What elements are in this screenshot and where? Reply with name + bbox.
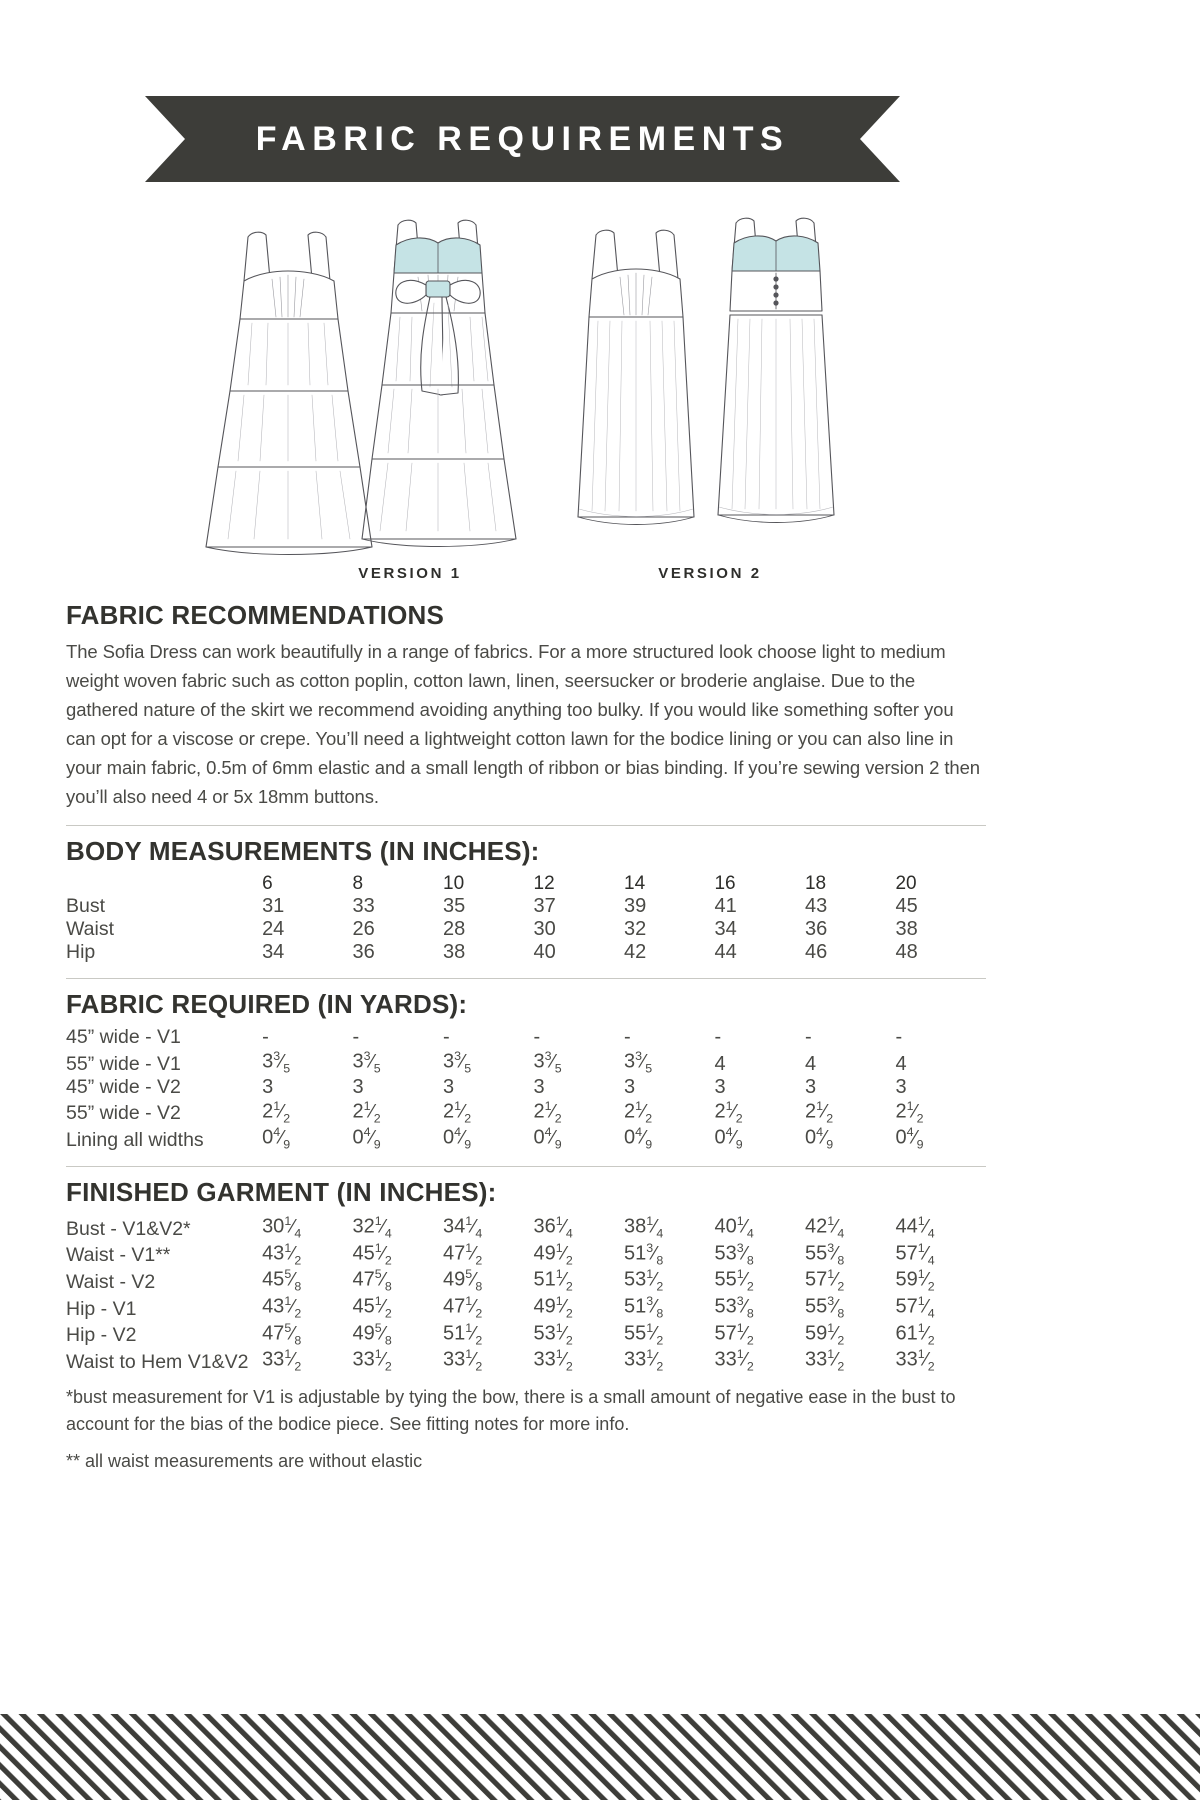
measurement-cell: $0^4⁄_9$ xyxy=(804,1125,834,1152)
measurement-cell: 3 xyxy=(714,1075,726,1098)
fabric-required-table xyxy=(66,1026,986,1152)
measurement-cell: $47^1⁄_2$ xyxy=(443,1293,483,1321)
measurement-cell: 3 xyxy=(624,1075,636,1098)
measurement-cell: 48 xyxy=(895,941,918,963)
table-row xyxy=(66,1347,986,1374)
measurement-cell: $59^1⁄_2$ xyxy=(804,1320,845,1348)
measurement-cell: $51^1⁄_2$ xyxy=(533,1267,573,1294)
measurement-cell: $30^1⁄_4$ xyxy=(262,1213,302,1241)
measurement-cell: $55^3⁄_8$ xyxy=(804,1240,845,1268)
measurement-cell: $3^3⁄_5$ xyxy=(262,1049,291,1076)
size-header-cell: 12 xyxy=(533,873,555,894)
divider-body-measurements xyxy=(66,825,986,826)
measurement-cell: 36 xyxy=(352,941,375,963)
footnote-waist: ** all waist measurements are without elastic xyxy=(66,1450,423,1471)
divider-finished-garment xyxy=(66,1166,986,1167)
measurement-cell: $3^3⁄_5$ xyxy=(624,1049,653,1076)
measurement-cell: $0^4⁄_9$ xyxy=(714,1125,743,1152)
measurement-cell: 45 xyxy=(895,895,918,917)
measurement-cell: 46 xyxy=(804,941,828,963)
measurement-cell: 42 xyxy=(624,941,647,963)
table-row xyxy=(66,1294,986,1321)
measurement-cell: $49^5⁄_8$ xyxy=(443,1267,483,1294)
measurement-cell: 35 xyxy=(443,895,466,917)
v2-back-dress xyxy=(578,230,694,524)
measurement-cell: $2^1⁄_2$ xyxy=(262,1098,291,1126)
v1-back-dress xyxy=(206,232,372,554)
row-label: 45” wide - V1 xyxy=(66,1026,181,1048)
measurement-cell: $42^1⁄_4$ xyxy=(804,1213,845,1241)
table-row xyxy=(66,1214,986,1241)
v1-front-dress xyxy=(362,220,516,546)
measurement-cell: 40 xyxy=(533,941,556,963)
measurement-cell: $2^1⁄_2$ xyxy=(714,1098,743,1126)
finished-garment-table xyxy=(66,1214,986,1374)
measurement-cell: 38 xyxy=(443,941,466,963)
measurement-cell: 37 xyxy=(533,895,556,917)
measurement-cell: $33^1⁄_2$ xyxy=(443,1347,483,1374)
measurement-cell: 36 xyxy=(804,918,828,940)
measurement-cell: $53^1⁄_2$ xyxy=(624,1267,664,1294)
measurement-cell: $45^1⁄_2$ xyxy=(352,1240,392,1268)
measurement-cell: - xyxy=(804,1026,812,1048)
table-row xyxy=(66,918,986,941)
v2-front-dress xyxy=(718,218,834,522)
measurement-cell: 28 xyxy=(443,918,466,940)
measurement-cell: $51^3⁄_8$ xyxy=(624,1240,664,1268)
measurement-cell: $57^1⁄_4$ xyxy=(895,1240,935,1268)
measurement-cell: 30 xyxy=(533,918,556,940)
table-row xyxy=(66,941,986,964)
measurement-cell: $57^1⁄_2$ xyxy=(714,1320,754,1348)
fabric-recommendations-body: The Sofia Dress can work beautifully in a range of fabrics. For a more structured look choose light to medium weight woven fabric such as cotton poplin, cotton lawn, linen, seersucker or broderie anglaise. Due to the gathered nature of the skirt we recommend avoiding anything too bulky. If you would like something softer you can opt for a viscose or crepe. You’ll need a lightweight cotton lawn for the bodice lining or you can also line in your main fabric, 0.5m of 6mm elastic and a small length of ribbon or bias binding. If you’re sewing version 2 then you’ll also need 4 or 5x 18mm buttons. xyxy=(66,641,980,807)
measurement-cell: $51^1⁄_2$ xyxy=(443,1320,483,1348)
measurement-cell: $33^1⁄_2$ xyxy=(804,1347,845,1374)
content-column xyxy=(66,600,986,1475)
measurement-cell: - xyxy=(262,1026,269,1048)
row-label: 55” wide - V1 xyxy=(66,1052,181,1075)
measurement-cell: - xyxy=(895,1026,903,1048)
measurement-cell: $38^1⁄_4$ xyxy=(624,1213,664,1241)
measurement-cell: - xyxy=(443,1026,450,1048)
measurement-cell: 34 xyxy=(262,941,285,963)
size-header-cell: 6 xyxy=(262,873,273,894)
row-label: Bust - V1&V2* xyxy=(66,1217,191,1240)
version-label-row xyxy=(200,565,900,591)
measurement-cell: $33^1⁄_2$ xyxy=(533,1347,573,1374)
table-row xyxy=(66,895,986,918)
measurement-cell: $0^4⁄_9$ xyxy=(624,1125,653,1152)
table-row xyxy=(66,1267,986,1294)
measurement-cell: $49^1⁄_2$ xyxy=(533,1240,573,1268)
measurement-cell: $49^5⁄_8$ xyxy=(352,1320,392,1348)
row-label: Lining all widths xyxy=(66,1128,204,1151)
measurement-cell: $45^5⁄_8$ xyxy=(262,1267,302,1294)
measurement-cell: $33^1⁄_2$ xyxy=(624,1347,664,1374)
table-row xyxy=(66,1241,986,1268)
measurement-cell: $33^1⁄_2$ xyxy=(714,1347,754,1374)
bottom-hatch-decoration xyxy=(0,1714,1200,1800)
measurement-cell: 3 xyxy=(804,1075,817,1098)
measurement-cell: - xyxy=(714,1026,722,1048)
measurement-cell: $47^5⁄_8$ xyxy=(262,1320,302,1348)
measurement-cell: $0^4⁄_9$ xyxy=(352,1125,381,1152)
measurement-cell: 32 xyxy=(624,918,647,940)
measurement-cell: $57^1⁄_2$ xyxy=(804,1267,845,1294)
measurement-cell: $57^1⁄_4$ xyxy=(895,1293,935,1321)
measurement-cell: $59^1⁄_2$ xyxy=(895,1267,935,1294)
measurement-cell: $2^1⁄_2$ xyxy=(624,1098,653,1126)
measurement-cell: $47^5⁄_8$ xyxy=(352,1267,392,1294)
measurement-cell: 4 xyxy=(804,1052,817,1075)
footnote-bust: *bust measurement for V1 is adjustable by tying the bow, there is a small amount of negative ease in the bust to account for the bias of the bodice piece. See fitting notes for more info. xyxy=(66,1386,956,1434)
measurement-cell: $53^3⁄_8$ xyxy=(714,1240,754,1268)
measurement-cell: $55^1⁄_2$ xyxy=(624,1320,664,1348)
size-header-cell: 16 xyxy=(714,873,736,894)
measurement-cell: 38 xyxy=(895,918,918,940)
row-label: 55” wide - V2 xyxy=(66,1102,181,1125)
size-header-spacer xyxy=(66,873,262,895)
row-label: Hip - V2 xyxy=(66,1324,137,1347)
measurement-cell: $0^4⁄_9$ xyxy=(443,1125,472,1152)
page-banner xyxy=(145,96,900,182)
table-row xyxy=(66,1026,986,1049)
measurement-cell: 26 xyxy=(352,918,375,940)
measurement-cell: 4 xyxy=(895,1052,907,1075)
measurement-cell: $3^3⁄_5$ xyxy=(352,1049,381,1076)
measurement-cell: $51^3⁄_8$ xyxy=(624,1293,664,1321)
fabric-recommendations-heading: FABRIC RECOMMENDATIONS xyxy=(66,600,445,630)
measurement-cell: 44 xyxy=(714,941,737,963)
measurement-cell: $49^1⁄_2$ xyxy=(533,1293,573,1321)
table-row xyxy=(66,1099,986,1126)
table-row xyxy=(66,1049,986,1076)
row-label: Waist xyxy=(66,918,115,940)
table-row xyxy=(66,1321,986,1348)
size-header-cell: 10 xyxy=(443,873,465,894)
measurement-cell: $45^1⁄_2$ xyxy=(352,1293,392,1321)
measurement-cell: $34^1⁄_4$ xyxy=(443,1213,483,1241)
row-label: Waist - V2 xyxy=(66,1270,156,1293)
measurement-cell: $61^1⁄_2$ xyxy=(895,1320,935,1348)
measurement-cell: $32^1⁄_4$ xyxy=(352,1213,392,1241)
row-label: Waist - V1** xyxy=(66,1244,171,1267)
size-header-cell: 14 xyxy=(624,873,646,894)
measurement-cell: $43^1⁄_2$ xyxy=(262,1240,302,1268)
technical-drawings xyxy=(200,195,900,575)
measurement-cell: $36^1⁄_4$ xyxy=(533,1213,573,1241)
size-header-row xyxy=(66,873,986,895)
measurement-cell: $0^4⁄_9$ xyxy=(533,1125,562,1152)
table-row xyxy=(66,1076,986,1099)
body-measurements-table xyxy=(66,873,986,964)
measurement-cell: $44^1⁄_4$ xyxy=(895,1213,935,1241)
measurement-cell: - xyxy=(352,1026,360,1048)
measurement-cell: 3 xyxy=(352,1075,364,1098)
measurement-cell: $0^4⁄_9$ xyxy=(895,1125,924,1152)
measurement-cell: $2^1⁄_2$ xyxy=(443,1098,472,1126)
version-2-label: VERSION 2 xyxy=(658,565,762,582)
version-1-label: VERSION 1 xyxy=(358,565,462,582)
measurement-cell: $0^4⁄_9$ xyxy=(262,1125,291,1152)
measurement-cell: $33^1⁄_2$ xyxy=(262,1347,302,1374)
size-header-cell: 18 xyxy=(804,873,827,894)
row-label: Hip xyxy=(66,941,96,963)
measurement-cell: - xyxy=(624,1026,631,1048)
fabric-required-tbody xyxy=(66,1026,986,1152)
measurement-cell: $2^1⁄_2$ xyxy=(533,1098,562,1126)
measurement-cell: $40^1⁄_4$ xyxy=(714,1213,754,1241)
measurement-cell: 4 xyxy=(714,1052,726,1075)
measurement-cell: $33^1⁄_2$ xyxy=(352,1347,392,1374)
row-label: 45” wide - V2 xyxy=(66,1075,181,1098)
measurement-cell: 3 xyxy=(533,1075,545,1098)
measurement-cell: 3 xyxy=(895,1075,907,1098)
measurement-cell: 43 xyxy=(804,895,828,917)
measurement-cell: $3^3⁄_5$ xyxy=(533,1049,562,1076)
measurement-cell: 3 xyxy=(443,1075,455,1098)
measurement-cell: 3 xyxy=(262,1075,274,1098)
body-measurements-heading: BODY MEASUREMENTS (IN INCHES): xyxy=(66,836,540,866)
measurement-cell: $2^1⁄_2$ xyxy=(895,1098,924,1126)
dress-illustrations xyxy=(200,195,900,575)
table-row xyxy=(66,1125,986,1152)
finished-garment-tbody xyxy=(66,1214,986,1374)
measurement-cell: 41 xyxy=(714,895,737,917)
row-label: Hip - V1 xyxy=(66,1297,137,1320)
measurement-cell: $2^1⁄_2$ xyxy=(352,1098,381,1126)
measurement-cell: $43^1⁄_2$ xyxy=(262,1293,302,1321)
size-header-cell: 8 xyxy=(352,873,364,894)
finished-garment-heading: FINISHED GARMENT (IN INCHES): xyxy=(66,1176,497,1207)
measurement-cell: 24 xyxy=(262,918,285,940)
measurement-cell: 31 xyxy=(262,895,285,917)
measurement-cell: $55^1⁄_2$ xyxy=(714,1267,754,1294)
row-label: Waist to Hem V1&V2 xyxy=(66,1350,249,1373)
divider-fabric-required xyxy=(66,978,986,979)
measurement-cell: $53^3⁄_8$ xyxy=(714,1293,754,1321)
page-title: FABRIC REQUIREMENTS xyxy=(255,119,790,158)
body-measurements-tbody xyxy=(66,873,986,964)
measurement-cell: $3^3⁄_5$ xyxy=(443,1049,472,1076)
measurement-cell: 33 xyxy=(352,895,375,917)
measurement-cell: $55^3⁄_8$ xyxy=(804,1293,845,1321)
measurement-cell: $47^1⁄_2$ xyxy=(443,1240,483,1268)
measurement-cell: $33^1⁄_2$ xyxy=(895,1347,935,1374)
size-header-cell: 20 xyxy=(895,873,917,894)
row-label: Bust xyxy=(66,895,106,917)
fabric-required-heading: FABRIC REQUIRED (IN YARDS): xyxy=(66,989,468,1019)
measurement-cell: $2^1⁄_2$ xyxy=(804,1098,834,1126)
measurement-cell: 39 xyxy=(624,895,647,917)
measurement-cell: - xyxy=(533,1026,541,1048)
measurement-cell: 34 xyxy=(714,918,737,940)
measurement-cell: $53^1⁄_2$ xyxy=(533,1320,573,1348)
